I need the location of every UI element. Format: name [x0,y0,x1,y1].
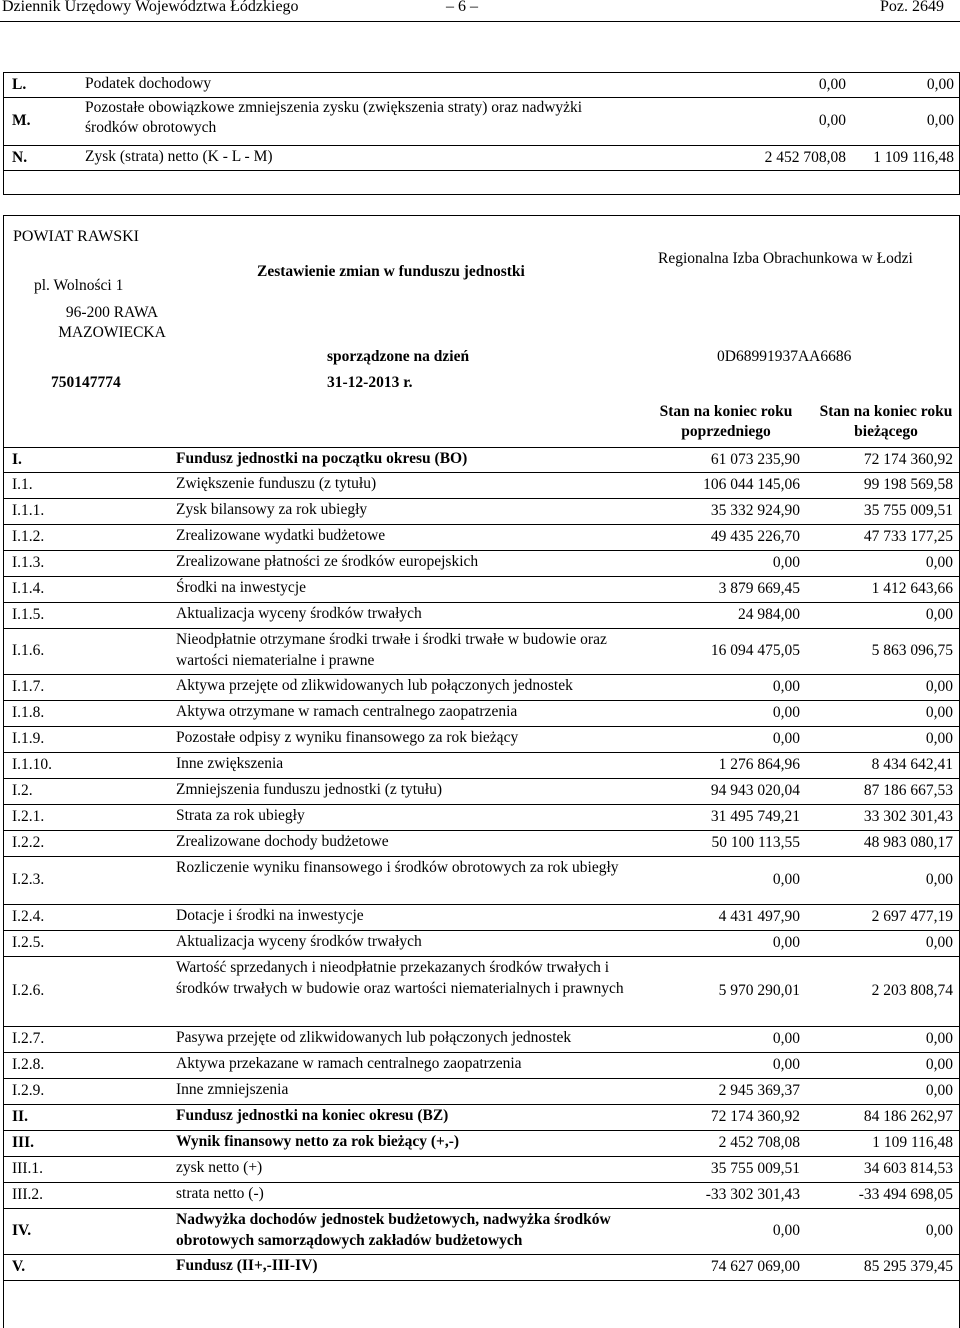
table-row-code: V. [12,1258,26,1275]
statement-recipient: Regionalna Izba Obrachunkowa w Łodzi [658,250,913,267]
table-row-code: I.2.9. [12,1082,45,1099]
table-row-value-current: 34 603 814,53 [863,1160,953,1177]
table-row-code: I.2.1. [12,808,45,825]
table-row-label: zysk netto (+) [176,1159,263,1176]
table-row-value-current: -33 494 698,05 [858,1186,953,1203]
table-rule [3,576,960,577]
table-row-value-current: 72 174 360,92 [863,450,953,468]
table-row-code: I.1.10. [12,756,53,773]
table-row-code: I.1. [12,476,33,493]
table-row-value-prev: 0,00 [772,730,800,747]
table-row-code: III. [12,1134,34,1151]
table-row-label: Fundusz jednostki na koniec okresu (BZ) [176,1107,449,1124]
table-row-code: I.2.5. [12,934,45,951]
top-row-code: N. [12,148,28,166]
header-center: – 6 – [446,0,478,15]
table-rule [3,700,960,701]
table-row-value-prev: 0,00 [772,934,800,951]
table-row-code: I.2.2. [12,834,45,851]
table-row-label: strata netto (-) [176,1185,264,1202]
table-row-label: Zysk bilansowy za rok ubiegły [176,501,368,518]
table-row-code: I.1.6. [12,642,45,659]
entity-regon: 750147774 [51,374,121,391]
table-row-label: Rozliczenie wyniku finansowego i środków obrotowych za rok ubiegły [176,859,619,876]
table-row-value-prev: 16 094 475,05 [710,642,800,659]
table-row-value-current: 0,00 [925,1056,953,1073]
table-row-value-current: 47 733 177,25 [863,528,953,545]
table-row-value-current: 0,00 [925,1030,953,1047]
table-row-value-prev: 2 945 369,37 [718,1082,800,1099]
table-row-code: I.2.6. [12,982,45,999]
table-row-value-current: 0,00 [925,1082,953,1099]
table-row-value-prev: 4 431 497,90 [718,908,800,925]
top-row-code: L. [12,75,27,93]
entity-box-border [3,215,960,216]
top-table-vline [3,72,4,194]
top-row-label: Pozostałe obowiązkowe zmniejszenia zysku (zwiększenia straty) oraz nadwyżki środków obrotowych [85,99,583,136]
table-row-value-prev: 94 943 020,04 [710,782,800,799]
top-row-label: Podatek dochodowy [85,75,212,92]
table-rule [3,726,960,727]
entity-box-border [3,215,4,1328]
table-row-label: Zmniejszenia funduszu jednostki (z tytułu) [176,781,443,798]
table-row-value-current: 48 983 080,17 [863,834,953,851]
table-row-code: I.1.5. [12,606,45,623]
table-row-code: I.1.3. [12,554,45,571]
table-rule [3,1182,960,1183]
table-rule [3,674,960,675]
table-row-code: I.2. [12,782,33,799]
table-row-code: III.2. [12,1186,43,1203]
table-row-label: Pasywa przejęte od zlikwidowanych lub połączonych jednostek [176,1029,572,1046]
table-rule [3,1156,960,1157]
table-row-value-current: 35 755 009,51 [863,502,953,519]
table-row-code: I.2.8. [12,1056,45,1073]
table-row-value-current: 0,00 [925,1222,953,1239]
top-row-value-current: 1 109 116,48 [873,148,954,166]
table-rule [3,472,960,473]
table-row-value-current: 0,00 [925,606,953,623]
table-row-value-prev: 0,00 [772,1222,800,1239]
table-row-value-current: 0,00 [925,730,953,747]
table-rule [3,1130,960,1131]
table-rule [3,550,960,551]
table-row-label: Aktywa przejęte od zlikwidowanych lub połączonych jednostek [176,677,573,694]
table-row-value-prev: 0,00 [772,1030,800,1047]
table-rule [3,498,960,499]
top-row-value-current: 0,00 [926,75,954,93]
table-rule [3,1026,960,1027]
table-rule [3,524,960,525]
table-row-label: Inne zmniejszenia [176,1081,289,1098]
entity-address-city: 96-200 RAWA MAZOWIECKA [58,304,166,341]
table-row-value-prev: 106 044 145,06 [703,476,800,493]
table-row-label: Aktualizacja wyceny środków trwałych [176,605,422,622]
table-row-value-current: 5 863 096,75 [871,642,953,659]
entity-name: POWIAT RAWSKI [13,228,139,245]
table-row-code: I.2.7. [12,1030,45,1047]
table-row-value-prev: 3 879 669,45 [718,580,800,597]
table-rule [3,752,960,753]
table-row-value-current: 84 186 262,97 [863,1108,953,1125]
table-row-label: Aktywa przekazane w ramach centralnego zaopatrzenia [176,1055,522,1072]
table-row-value-prev: 49 435 226,70 [710,528,800,545]
table-row-value-current: 99 198 569,58 [863,476,953,493]
table-row-value-prev: 0,00 [772,1056,800,1073]
top-row-label: Zysk (strata) netto (K - L - M) [85,148,273,165]
table-row-value-current: 1 412 643,66 [871,580,953,597]
table-row-value-current: 85 295 379,45 [863,1258,953,1275]
table-row-value-current: 8 434 642,41 [871,756,953,773]
table-rule [3,1078,960,1079]
table-row-value-current: 33 302 301,43 [863,808,953,825]
table-row-code: I.1.7. [12,678,45,695]
table-row-value-prev: 0,00 [772,678,800,695]
table-row-code: II. [12,1108,28,1125]
table-rule [3,602,960,603]
table-row-code: I.1.2. [12,528,45,545]
table-row-code: IV. [12,1222,32,1239]
table-row-label: Fundusz (II+,-III-IV) [176,1257,318,1274]
table-row-value-current: 0,00 [925,934,953,951]
top-table-rule [3,145,960,146]
table-row-value-current: 0,00 [925,871,953,888]
header-right: Poz. 2649 [880,0,944,15]
col-header-current-year: Stan na koniec roku bieżącego [819,403,953,440]
table-row-value-prev: 35 755 009,51 [710,1160,800,1177]
top-table-rule [3,170,960,171]
table-row-label: Pozostałe odpisy z wyniku finansowego za rok bieżący [176,729,519,746]
table-row-value-current: 0,00 [925,554,953,571]
top-table-rule [3,194,960,195]
table-row-value-current: 2 697 477,19 [871,908,953,925]
table-rule [3,1280,960,1281]
table-row-value-prev: 0,00 [772,554,800,571]
table-row-value-current: 0,00 [925,704,953,721]
table-row-label: Wynik finansowy netto za rok bieżący (+,-) [176,1133,460,1150]
top-table-border [3,72,960,73]
table-row-label: Zrealizowane dochody budżetowe [176,833,389,850]
table-row-label: Aktywa otrzymane w ramach centralnego zaopatrzenia [176,703,518,720]
table-row-value-prev: 24 984,00 [738,606,800,623]
table-row-code: III.1. [12,1160,43,1177]
table-row-value-prev: 0,00 [772,704,800,721]
table-rule [3,1052,960,1053]
table-row-value-current: 1 109 116,48 [872,1134,953,1151]
table-row-label: Inne zwiększenia [176,755,284,772]
header-rule [0,21,960,22]
table-row-value-prev: 74 627 069,00 [710,1258,800,1275]
top-row-value-prev: 2 452 708,08 [764,148,846,166]
table-row-label: Wartość sprzedanych i nieodpłatnie przekazanych środków trwałych i środków trwałych w budowie oraz wartości niematerialnych i prawnych [176,959,624,997]
table-rule [3,930,960,931]
table-row-code: I.1.1. [12,502,45,519]
table-row-label: Aktualizacja wyceny środków trwałych [176,933,422,950]
table-rule [3,830,960,831]
table-rule [3,804,960,805]
col-header-prev-year: Stan na koniec roku poprzedniego [659,403,793,440]
entity-address-street: pl. Wolności 1 [34,277,124,294]
statement-doc-id: 0D68991937AA6686 [717,348,852,365]
table-row-value-prev: 1 276 864,96 [718,756,800,773]
table-row-code: I. [12,450,22,468]
table-row-value-prev: 5 970 290,01 [718,982,800,999]
statement-date-label: sporządzone na dzień [327,348,470,365]
table-row-label: Zwiększenie funduszu (z tytułu) [176,475,377,492]
table-row-code: I.2.3. [12,871,45,888]
top-row-value-prev: 0,00 [818,112,846,129]
table-row-value-current: 0,00 [925,678,953,695]
table-row-value-prev: 50 100 113,55 [711,834,800,851]
table-row-code: I.2.4. [12,908,45,925]
table-row-label: Fundusz jednostki na początku okresu (BO) [176,450,468,467]
table-row-value-prev: 0,00 [772,871,800,888]
table-row-label: Zrealizowane wydatki budżetowe [176,527,386,544]
top-row-value-prev: 0,00 [818,75,846,93]
table-row-label: Środki na inwestycje [176,579,307,596]
table-row-code: I.1.8. [12,704,45,721]
table-rule [3,447,960,448]
table-row-value-prev: 61 073 235,90 [710,450,800,468]
table-row-code: I.1.4. [12,580,45,597]
table-row-value-current: 2 203 808,74 [871,982,953,999]
table-row-label: Zrealizowane płatności ze środków europejskich [176,553,479,570]
table-row-label: Dotacje i środki na inwestycje [176,907,364,924]
top-row-value-current: 0,00 [926,112,954,129]
statement-title: Zestawienie zmian w funduszu jednostki [257,263,525,280]
top-row-code: M. [12,112,31,129]
table-rule [3,778,960,779]
table-row-code: I.1.9. [12,730,45,747]
statement-date: 31-12-2013 r. [327,374,413,391]
table-row-value-current: 87 186 667,53 [863,782,953,799]
table-row-value-prev: 31 495 749,21 [710,808,800,825]
table-row-value-prev: 35 332 924,90 [710,502,800,519]
header-left: Dziennik Urzędowy Województwa Łódzkiego [2,0,299,15]
table-rule [3,1254,960,1255]
table-row-label: Nieodpłatnie otrzymane środki trwałe i środki trwałe w budowie oraz wartości niematerialne i prawne [176,631,607,669]
table-row-label: Strata za rok ubiegły [176,807,305,824]
table-row-value-prev: 72 174 360,92 [710,1108,800,1125]
table-row-label: Nadwyżka dochodów jednostek budżetowych, nadwyżka środków obrotowych samorządowych zakładów budżetowych [176,1211,611,1249]
table-rule [3,1104,960,1105]
table-row-value-prev: 2 452 708,08 [718,1134,800,1151]
table-row-value-prev: -33 302 301,43 [705,1186,800,1203]
table-rule [3,904,960,905]
